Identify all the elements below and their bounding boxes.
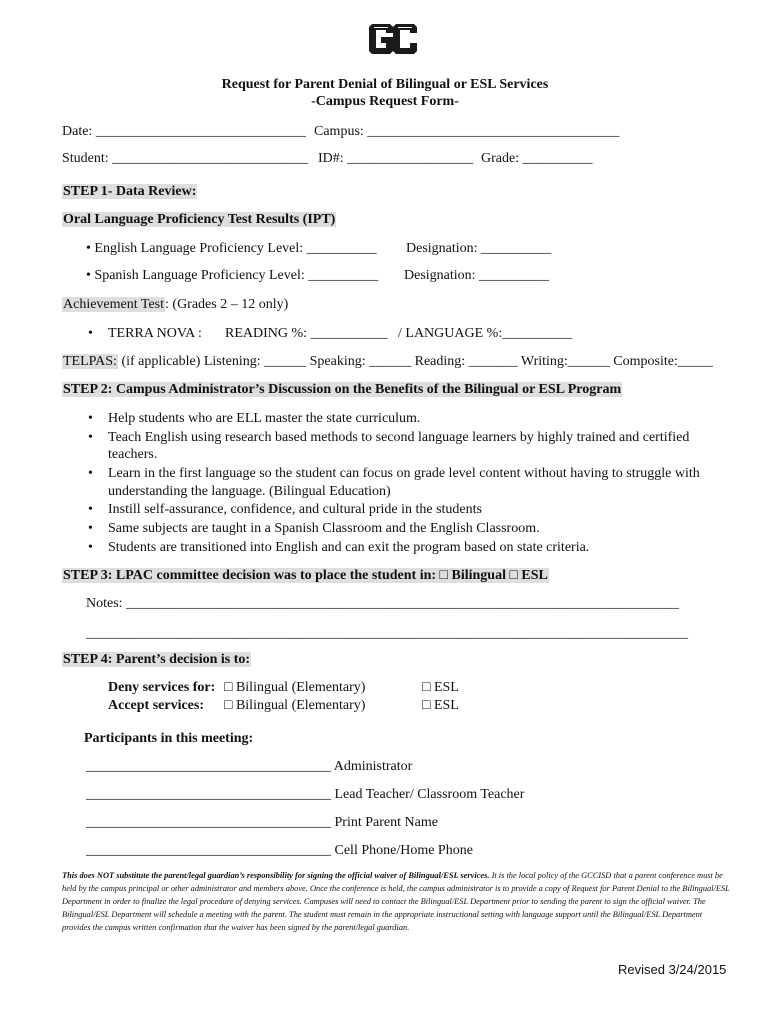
student-field[interactable]: Student: ____________________________ bbox=[62, 151, 309, 166]
gc-logo-graphic bbox=[366, 22, 420, 56]
accept-bilingual-checkbox[interactable]: □ Bilingual (Elementary) bbox=[224, 698, 366, 713]
bullet: • bbox=[88, 411, 93, 426]
benefit-6: Students are transitioned into English and can exit the program based on state criteria. bbox=[108, 540, 590, 555]
achievement-test-label: Achievement Test bbox=[63, 297, 165, 312]
step4-heading: STEP 4: Parent’s decision is to: bbox=[63, 652, 251, 667]
achievement-test-grades: : (Grades 2 – 12 only) bbox=[165, 297, 289, 312]
english-level-field[interactable]: • English Language Proficiency Level: __________ bbox=[86, 241, 377, 256]
step2-heading: STEP 2: Campus Administrator’s Discussion on the Benefits of the Bilingual or ESL Program bbox=[63, 382, 622, 397]
policy-note-text: It is the local policy of the GCCISD that a parent conference must be held by the campus principal or other administrator and members above. Once the conference is held, the campus administrator is to provide a copy of Request for Parent Denial to the Bilingual/ESL Department in order to finalize the legal procedure of denying services. Campuses will need to contact the Bilingual/ESL Department prior to sending the parent to sign the official waiver. The Bilingual/ESL Department will schedule a meeting with the parent. The student must remain in the appropriate instructional setting with language support until the Bilingual/ESL Department provides the campus written confirmation that the waiver has been signed by the parent/legal guardian. bbox=[62, 871, 730, 932]
deny-services-label: Deny services for: bbox=[108, 680, 216, 695]
benefit-4: Instill self-assurance, confidence, and cultural pride in the students bbox=[108, 502, 482, 517]
grade-field[interactable]: Grade: __________ bbox=[481, 151, 593, 166]
notes-line-2[interactable]: ______________________________________________________________________________________ bbox=[86, 626, 688, 641]
bullet: • bbox=[88, 466, 93, 481]
bullet: • bbox=[88, 540, 93, 555]
benefit-3-cont: understanding the language. (Bilingual Education) bbox=[108, 484, 391, 499]
administrator-signature[interactable]: ___________________________________ Administrator bbox=[86, 759, 413, 774]
revised-date: Revised 3/24/2015 bbox=[618, 962, 727, 977]
bullet: • bbox=[88, 521, 93, 536]
date-field[interactable]: Date: ______________________________ bbox=[62, 124, 306, 139]
deny-bilingual-checkbox[interactable]: □ Bilingual (Elementary) bbox=[224, 680, 366, 695]
deny-esl-checkbox[interactable]: □ ESL bbox=[422, 680, 459, 695]
phone-field[interactable]: ___________________________________ Cell Phone/Home Phone bbox=[86, 843, 473, 858]
policy-note bbox=[62, 869, 730, 934]
telpas-label: TELPAS: bbox=[63, 354, 117, 369]
accept-esl-checkbox[interactable]: □ ESL bbox=[422, 698, 459, 713]
terra-nova-label: TERRA NOVA : bbox=[108, 326, 202, 341]
teacher-signature[interactable]: ___________________________________ Lead Teacher/ Classroom Teacher bbox=[86, 787, 525, 802]
participants-heading: Participants in this meeting: bbox=[84, 731, 254, 746]
accept-services-label: Accept services: bbox=[108, 698, 205, 713]
spanish-designation-field[interactable]: Designation: __________ bbox=[404, 268, 550, 283]
telpas-fields[interactable]: (if applicable) Listening: ______ Speaking: ______ Reading: _______ Writing:______ Composite:_____ bbox=[117, 354, 713, 369]
bullet: • bbox=[88, 502, 93, 517]
benefit-1: Help students who are ELL master the state curriculum. bbox=[108, 411, 421, 426]
english-designation-field[interactable]: Designation: __________ bbox=[406, 241, 552, 256]
campus-field[interactable]: Campus: ____________________________________ bbox=[314, 124, 620, 139]
step1-heading: STEP 1- Data Review: bbox=[63, 184, 197, 199]
spanish-level-field[interactable]: • Spanish Language Proficiency Level: __________ bbox=[86, 268, 379, 283]
step3-heading[interactable]: STEP 3: LPAC committee decision was to place the student in: □ Bilingual □ ESL bbox=[63, 568, 548, 583]
id-field[interactable]: ID#: __________________ bbox=[318, 151, 474, 166]
notes-field[interactable]: Notes: _______________________________________________________________________________ bbox=[86, 596, 680, 611]
reading-field[interactable]: READING %: ___________ bbox=[225, 326, 388, 341]
benefit-2-cont: teachers. bbox=[108, 447, 158, 462]
gc-logo bbox=[366, 22, 420, 56]
form-title: Request for Parent Denial of Bilingual or ESL Services bbox=[221, 77, 549, 92]
form-subtitle: -Campus Request Form- bbox=[311, 94, 459, 109]
bullet: • bbox=[88, 430, 93, 445]
benefit-2: Teach English using research based methods to second language learners by highly trained and certified bbox=[108, 430, 690, 445]
ipt-heading: Oral Language Proficiency Test Results (IPT) bbox=[63, 212, 336, 227]
policy-note-bold: This does NOT substitute the parent/legal guardian’s responsibility for signing the official waiver of Bilingual/ESL services. bbox=[62, 871, 490, 880]
benefit-3: Learn in the first language so the student can focus on grade level content without having to struggle with bbox=[108, 466, 700, 481]
language-field[interactable]: / LANGUAGE %:__________ bbox=[398, 326, 573, 341]
bullet: • bbox=[88, 326, 93, 341]
parent-name-field[interactable]: ___________________________________ Print Parent Name bbox=[86, 815, 438, 830]
benefit-5: Same subjects are taught in a Spanish Classroom and the English Classroom. bbox=[108, 521, 540, 536]
